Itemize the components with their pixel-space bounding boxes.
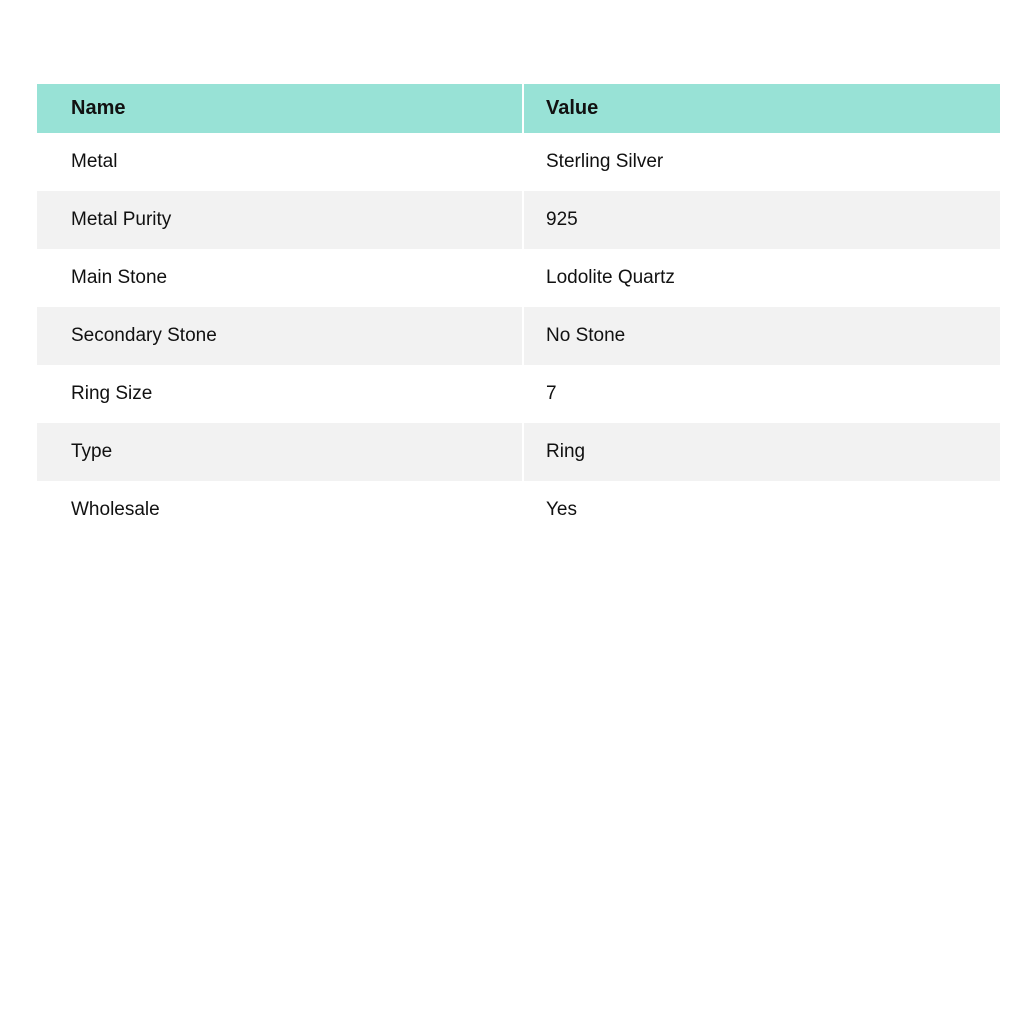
row-value-cell: Yes xyxy=(523,481,1000,539)
table-row xyxy=(37,191,1000,249)
row-name-cell: Type xyxy=(71,441,113,462)
header-value: Value xyxy=(523,84,1000,133)
row-name-cell: Main Stone xyxy=(71,267,168,288)
row-value-cell: 7 xyxy=(523,365,1000,423)
row-name-cell: Secondary Stone xyxy=(71,325,217,346)
table-row xyxy=(37,307,1000,365)
row-name-cell: Ring Size xyxy=(71,383,153,404)
row-name-cell: Metal xyxy=(71,151,118,172)
row-value-cell: 925 xyxy=(523,191,1000,249)
header-name: Name xyxy=(71,97,126,119)
table-row xyxy=(37,365,1000,423)
row-value-cell: No Stone xyxy=(523,307,1000,365)
table-row xyxy=(37,481,1000,539)
table-header-row xyxy=(37,84,1000,133)
row-name-cell: Wholesale xyxy=(71,499,160,520)
row-value-cell: Lodolite Quartz xyxy=(523,249,1000,307)
row-value-cell: Sterling Silver xyxy=(523,133,1000,191)
row-name-cell: Metal Purity xyxy=(71,209,172,230)
product-attributes-table xyxy=(37,84,1000,539)
table-row xyxy=(37,249,1000,307)
table-row xyxy=(37,423,1000,481)
table-row xyxy=(37,133,1000,191)
row-value-cell: Ring xyxy=(523,423,1000,481)
